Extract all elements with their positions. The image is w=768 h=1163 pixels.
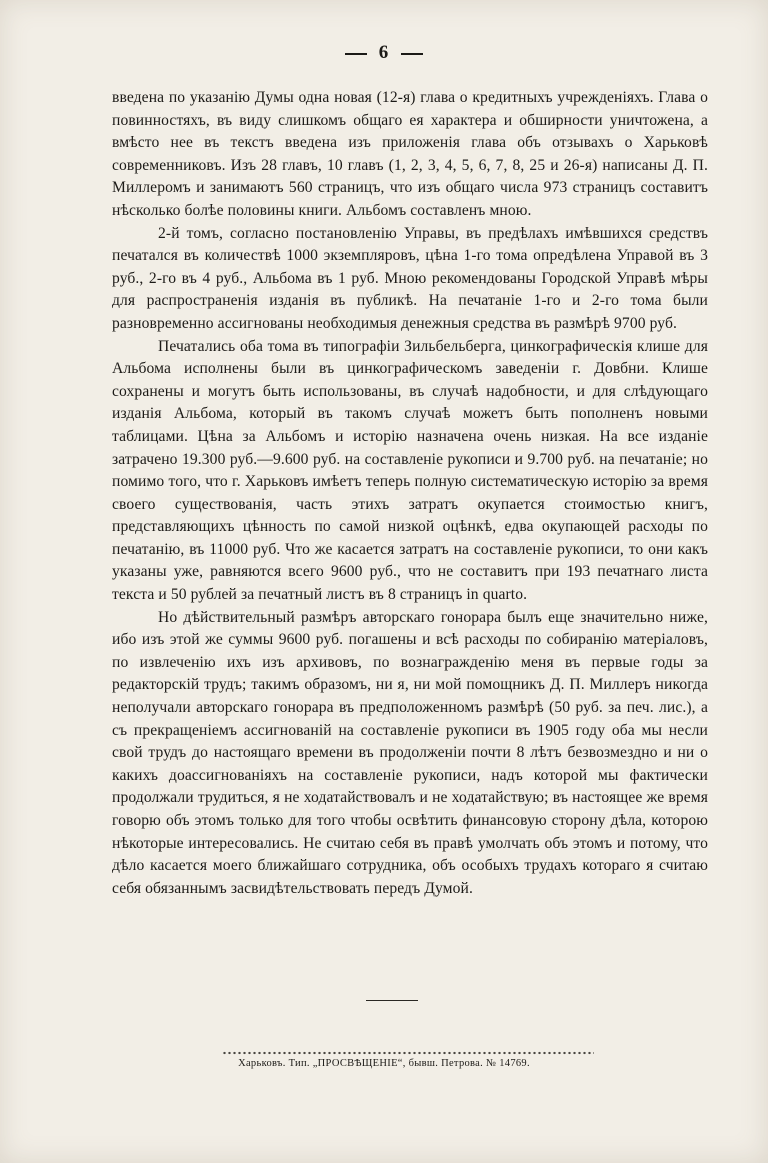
paragraph-1: введена по указанію Думы одна новая (12-я) глава о кредитныхъ учрежденіяхъ. Глава о повинностяхъ, въ виду слишкомъ общаго ея характера и обширности уничтожена, а вмѣсто нее въ текстъ введена изъ приложенія глава объ отзывахъ о Харьковѣ современниковъ. Изъ 28 главъ, 10 главъ (1, 2, 3, 4, 5, 6, 7, 8, 25 и 26-я) написаны Д. П. Миллеромъ и занимаютъ 560 страницъ, что изъ общаго числа 973 страницъ составитъ нѣсколько болѣе половины книги. Альбомъ составленъ мною. (112, 89, 708, 219)
footer-ornament-border (222, 1050, 594, 1056)
body-text (112, 87, 708, 900)
page-number-dash-left (345, 53, 367, 55)
closing-rule (366, 1000, 418, 1001)
paragraph-2: 2-й томъ, согласно постановленію Управы, въ предѣлахъ имѣвшихся средствъ печатался въ количествѣ 1000 экземпляровъ, цѣна 1-го тома опредѣлена Управой въ 3 руб., 2-го въ 4 руб., Альбома въ 1 руб. Мною рекомендованы Городской Управѣ мѣры для распространенія изданія въ публикѣ. На печатаніе 1-го и 2-го тома были разновременно ассигнованы необходимыя денежныя средства въ размѣрѣ 9700 руб. (112, 224, 708, 332)
page-number-dash-right (401, 53, 423, 55)
page-number (0, 42, 768, 64)
paragraph-4: Но дѣйствительный размѣръ авторскаго гонорара былъ еще значительно ниже, ибо изъ этой же суммы 9600 руб. погашены и всѣ расходы по собиранію матеріаловъ, по извлеченію ихъ изъ архивовъ, по вознагражденію меня въ первые годы за редакторскій трудъ; такимъ образомъ, ни я, ни мой помощникъ Д. П. Миллеръ никогда неполучали авторскаго гонорара въ предположенномъ размѣрѣ (50 руб. за печ. лис.), а съ прекращеніемъ ассигнованій на составленіе рукописи въ 1905 году оба мы несли свой трудъ до настоящаго времени въ продолженіи почти 8 лѣтъ безвозмездно и ни о какихъ доассигнованіяхъ на составленіе рукописи, надъ которой мы фактически продолжали трудиться, я не ходатайствовалъ и не ходатайствую; въ настоящее же время говорю объ этомъ только для того чтобы освѣтить финансовую сторону дѣла, которою нѣкоторые интересовались. Не считаю себя въ правѣ умолчать объ этомъ и потому, что дѣло касается моего ближайшаго сотрудника, объ особыхъ трудахъ котораго я считаю себя обязаннымъ засвидѣтельствовать передъ Думой. (112, 608, 708, 897)
printer-imprint: Харьковъ. Тип. „ПРОСВѢЩЕНІЕ“, бывш. Петрова. № 14769. (238, 1058, 530, 1069)
paragraph-3: Печатались оба тома въ типографіи Зильбельберга, цинкографическія клише для Альбома исполнены были въ цинкографическомъ заведеніи г. Довбни. Клише сохранены и могутъ быть использованы, въ случаѣ надобности, и для слѣдующаго изданія Альбома, который въ такомъ случаѣ можетъ быть пополненъ новыми таблицами. Цѣна за Альбомъ и исторію назначена очень низкая. На все изданіе затрачено 19.300 руб.—9.600 руб. на составленіе рукописи и 9.700 руб. на печатаніе; но помимо того, что г. Харьковъ имѣетъ теперь полную систематическую исторію за время своего существованія, часть этихъ затратъ окупается стоимостью книгъ, представляющихъ цѣнность по самой низкой оцѣнкѣ, едва окупающей расходы по печатанію, въ 11000 руб. Что же касается затратъ на составленіе рукописи, то они какъ указаны уже, равняются всего 9600 руб., что не составитъ при 193 печатнаго листа текста и 50 рублей за печатный листъ въ 8 страницъ in quarto. (112, 337, 708, 604)
page-number-value: 6 (378, 42, 390, 63)
